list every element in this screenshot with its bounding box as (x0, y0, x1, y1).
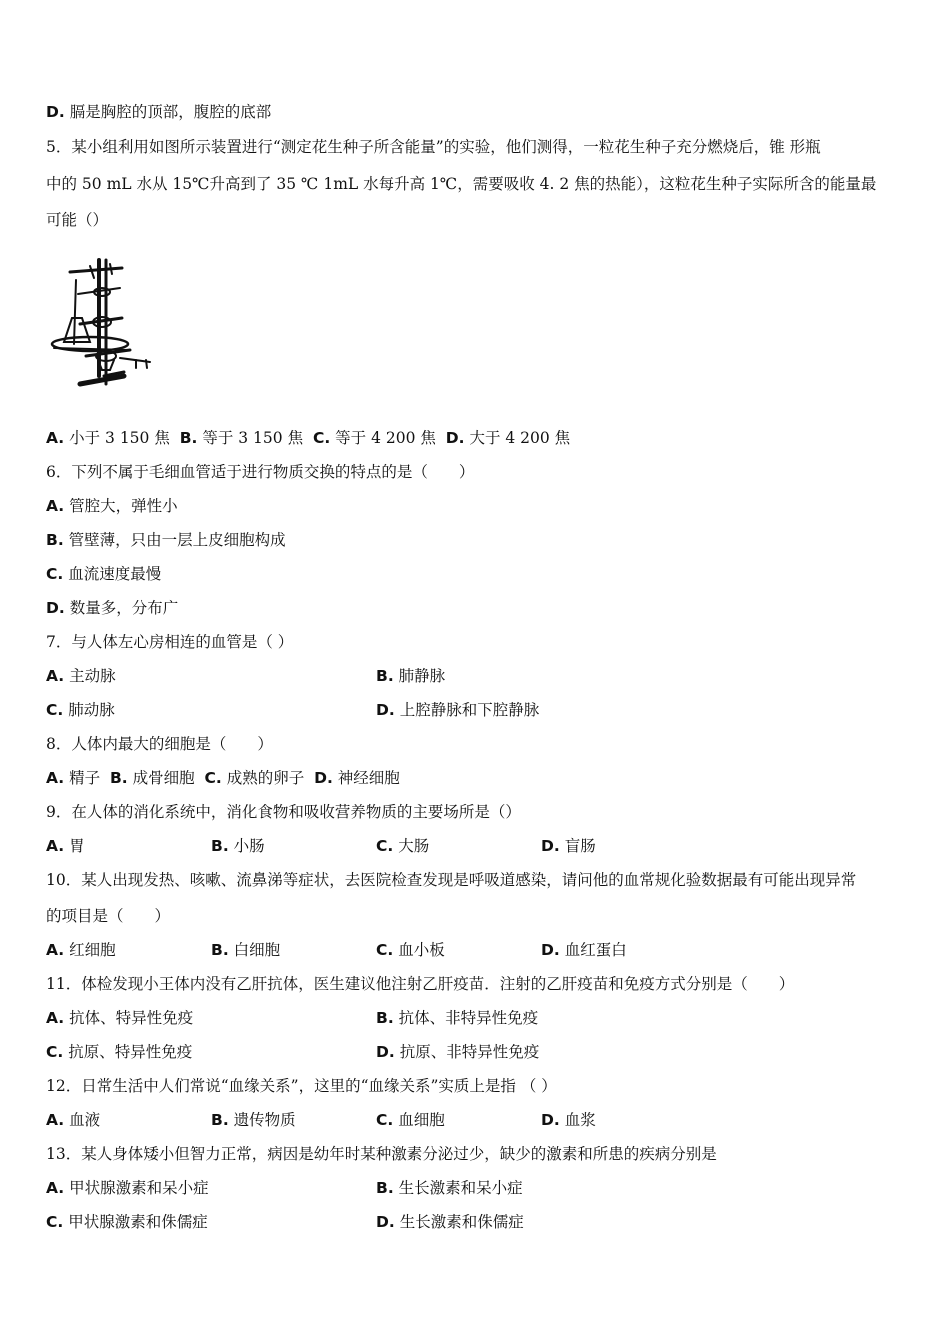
option-text: 抗体、非特异性免疫 (398, 1009, 539, 1027)
q6-option-b (46, 530, 286, 550)
option-label: A. (46, 667, 65, 685)
option-label: C. (46, 1213, 64, 1231)
clamp-top (70, 268, 122, 272)
option-text: 上腔静脉和下腔静脉 (399, 701, 540, 719)
option-text: 抗体、特异性免疫 (69, 1009, 194, 1027)
option-label: B. (376, 667, 394, 685)
option-label: A. (46, 429, 65, 447)
q11-option-d (376, 1042, 539, 1062)
q7-stem: 7．与人体左心房相连的血管是（ ） (46, 633, 294, 651)
option-label: C. (376, 941, 394, 959)
option-label: B. (46, 531, 64, 549)
q12-option-d (541, 1110, 596, 1130)
option-text: 遗传物质 (233, 1111, 296, 1129)
q7-option-b (376, 666, 445, 686)
option-text: 小于 3 150 焦 (69, 429, 170, 447)
option-label: D. (376, 1213, 395, 1231)
q9-option-d (541, 836, 596, 856)
option-label: A. (46, 1111, 65, 1129)
option-label: B. (376, 1009, 394, 1027)
option-text: 管腔大，弹性小 (69, 497, 178, 515)
option-text: 大于 4 200 焦 (469, 429, 571, 447)
option-text: 肺动脉 (68, 701, 115, 719)
option-label: D. (376, 1043, 395, 1061)
q13-option-b (376, 1178, 523, 1198)
q13-stem: 13．某人身体矮小但智力正常，病因是幼年时某种激素分泌过少，缺少的激素和所患的疾病分别是 (46, 1145, 717, 1163)
q8-options (46, 768, 400, 788)
q5-stem-line-1: 5．某小组利用如图所示装置进行“测定花生种子所含能量”的实验，他们测得，一粒花生种子充分燃烧后，锥 形瓶 (46, 138, 821, 156)
option-text: 小肠 (233, 837, 265, 855)
option-text: 胃 (69, 837, 85, 855)
q12-option-a (46, 1110, 100, 1130)
option-text: 膈是胸腔的顶部，腹腔的底部 (69, 103, 272, 121)
option-label: C. (46, 565, 64, 583)
option-label: D. (445, 429, 465, 447)
option-text: 数量多，分布广 (69, 599, 179, 617)
option-text: 甲状腺激素和侏儒症 (68, 1213, 208, 1231)
option-text: 等于 3 150 焦 (202, 429, 304, 447)
option-text: 血浆 (564, 1111, 596, 1129)
option-text: 血小板 (398, 941, 445, 959)
q12-stem: 12．日常生活中人们常说“血缘关系”，这里的“血缘关系”实质上是指 （ ） (46, 1077, 557, 1095)
q11-stem: 11．体检发现小王体内没有乙肝抗体，医生建议他注射乙肝疫苗．注射的乙肝疫苗和免疫方式分别是（ ） (46, 975, 795, 993)
q6-option-a (46, 496, 178, 516)
option-label: D. (46, 599, 65, 617)
option-label: B. (179, 429, 198, 447)
q10-option-c (376, 940, 445, 960)
option-label: B. (211, 837, 229, 855)
q10-option-d (541, 940, 627, 960)
option-text: 管壁薄，只由一层上皮细胞构成 (68, 531, 286, 549)
q6-option-c (46, 564, 161, 584)
q7-option-a (46, 666, 116, 686)
option-label: A. (46, 497, 65, 515)
q10-option-a (46, 940, 116, 960)
option-text: 生长激素和呆小症 (398, 1179, 523, 1197)
option-text: 抗原、特异性免疫 (68, 1043, 193, 1061)
option-label: A. (46, 941, 65, 959)
q12-option-b (211, 1110, 296, 1130)
option-label: C. (46, 1043, 64, 1061)
option-label: C. (46, 701, 64, 719)
q13-option-d (376, 1212, 524, 1232)
option-label: B. (109, 769, 128, 787)
q5-stem-line-3: 可能（） (46, 211, 109, 229)
option-text: 甲状腺激素和呆小症 (69, 1179, 209, 1197)
option-text: 红细胞 (69, 941, 116, 959)
option-text: 血红蛋白 (564, 941, 627, 959)
thermometer (74, 280, 76, 344)
q5-stem-line-2: 中的 50 mL 水从 15℃升高到了 35 ℃ 1mL 水每升高 1℃，需要吸收 4. 2 焦的热能），这粒花生种子实际所含的能量最 (46, 175, 877, 193)
stand-base (80, 376, 124, 384)
option-label: C. (312, 429, 331, 447)
q11-option-b (376, 1008, 538, 1028)
q12-option-c (376, 1110, 445, 1130)
option-text: 肺静脉 (398, 667, 446, 685)
option-label: A. (46, 1179, 65, 1197)
q6-stem: 6．下列不属于毛细血管适于进行物质交换的特点的是（ ） (46, 463, 475, 481)
q13-option-a (46, 1178, 209, 1198)
option-label: A. (46, 837, 65, 855)
option-text: 成骨细胞 (132, 769, 195, 787)
q11-option-c (46, 1042, 192, 1062)
q13-option-c (46, 1212, 208, 1232)
q9-option-b (211, 836, 265, 856)
option-text: 抗原、非特异性免疫 (399, 1043, 540, 1061)
q10-stem-line-2: 的项目是（ ） (46, 907, 171, 925)
option-label: D. (376, 701, 395, 719)
q11-option-a (46, 1008, 193, 1028)
option-label: C. (376, 837, 394, 855)
option-label: C. (204, 769, 222, 787)
option-text: 白细胞 (233, 941, 281, 959)
q8-stem: 8．人体内最大的细胞是（ ） (46, 735, 273, 753)
option-text: 等于 4 200 焦 (335, 429, 436, 447)
option-text: 神经细胞 (337, 769, 400, 787)
option-text: 大肠 (398, 837, 430, 855)
q4-option-d (46, 102, 271, 122)
q10-stem-line-1: 10．某人出现发热、咳嗽、流鼻涕等症状，去医院检查发现是呼吸道感染，请问他的血常规化验数据最有可能出现异常 (46, 871, 857, 889)
q7-option-d (376, 700, 539, 720)
q9-option-a (46, 836, 85, 856)
option-label: D. (541, 837, 560, 855)
q9-stem: 9．在人体的消化系统中，消化食物和吸收营养物质的主要场所是（） (46, 803, 521, 821)
option-text: 血细胞 (398, 1111, 445, 1129)
option-label: B. (211, 1111, 229, 1129)
option-text: 盲肠 (564, 837, 596, 855)
peanut-combustion-apparatus-figure (50, 258, 154, 392)
option-label: C. (376, 1111, 394, 1129)
option-label: D. (541, 941, 560, 959)
option-label: B. (376, 1179, 394, 1197)
option-text: 生长激素和侏儒症 (399, 1213, 524, 1231)
q9-option-c (376, 836, 429, 856)
q6-option-d (46, 598, 178, 618)
q7-option-c (46, 700, 115, 720)
q10-option-b (211, 940, 280, 960)
option-text: 血液 (69, 1111, 101, 1129)
option-label: D. (314, 769, 333, 787)
option-label: A. (46, 1009, 65, 1027)
option-label: D. (541, 1111, 560, 1129)
option-text: 精子 (69, 769, 101, 787)
option-label: B. (211, 941, 229, 959)
option-text: 血流速度最慢 (68, 565, 162, 583)
option-label: D. (46, 103, 65, 121)
q5-options (46, 428, 570, 448)
option-text: 主动脉 (69, 667, 116, 685)
option-text: 成熟的卵子 (226, 769, 305, 787)
option-label: A. (46, 769, 65, 787)
